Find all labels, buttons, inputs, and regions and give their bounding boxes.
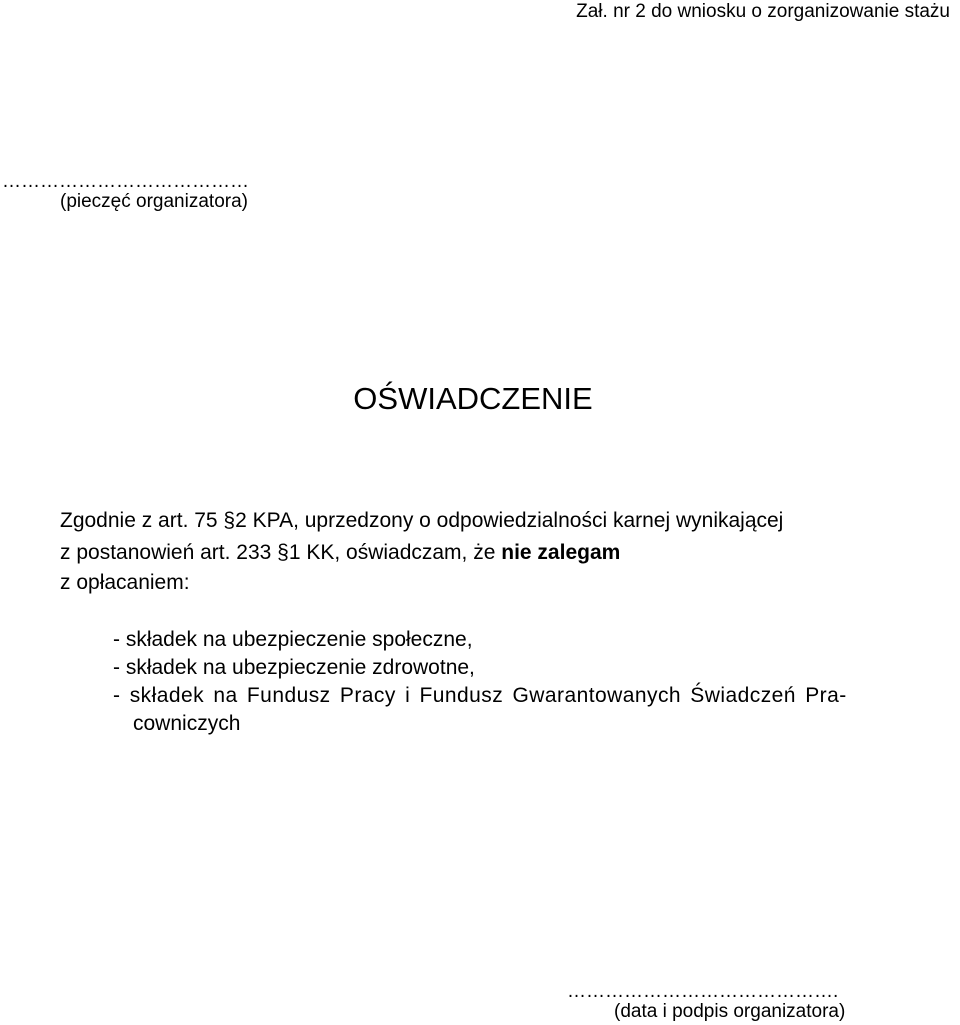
attachment-note: Zał. nr 2 do wniosku o zorganizowanie stażu [576,1,950,22]
signature-placeholder-dots: ……………………………………. [567,981,839,1002]
statement-line-1: Zgodnie z art. 75 §2 KPA, uprzedzony o odpowiedzialności karnej wynikającej [60,509,784,532]
statement-line-2 [60,540,620,566]
list-item: - składek na ubezpieczenie zdrowotne, [113,656,475,679]
document-title [0,380,960,418]
statement-line-3: z opłacaniem: [60,571,190,594]
stamp-caption: (pieczęć organizatora) [60,191,248,212]
document-title-text: OŚWIADCZENIE [353,381,593,416]
stamp-placeholder-dots: ………………………………… [2,171,249,192]
statement-emphasis: nie zalegam [501,541,621,564]
list-item: - składek na Fundusz Pracy i Fundusz Gwarantowanych Świadczeń Pra- [113,684,847,707]
list-item: - składek na ubezpieczenie społeczne, [113,628,473,651]
list-item-continuation: cowniczych [133,712,241,735]
signature-caption: (data i podpis organizatora) [614,1001,846,1022]
statement-line-2-text: z postanowień art. 233 §1 KK, oświadczam, że [60,541,502,564]
